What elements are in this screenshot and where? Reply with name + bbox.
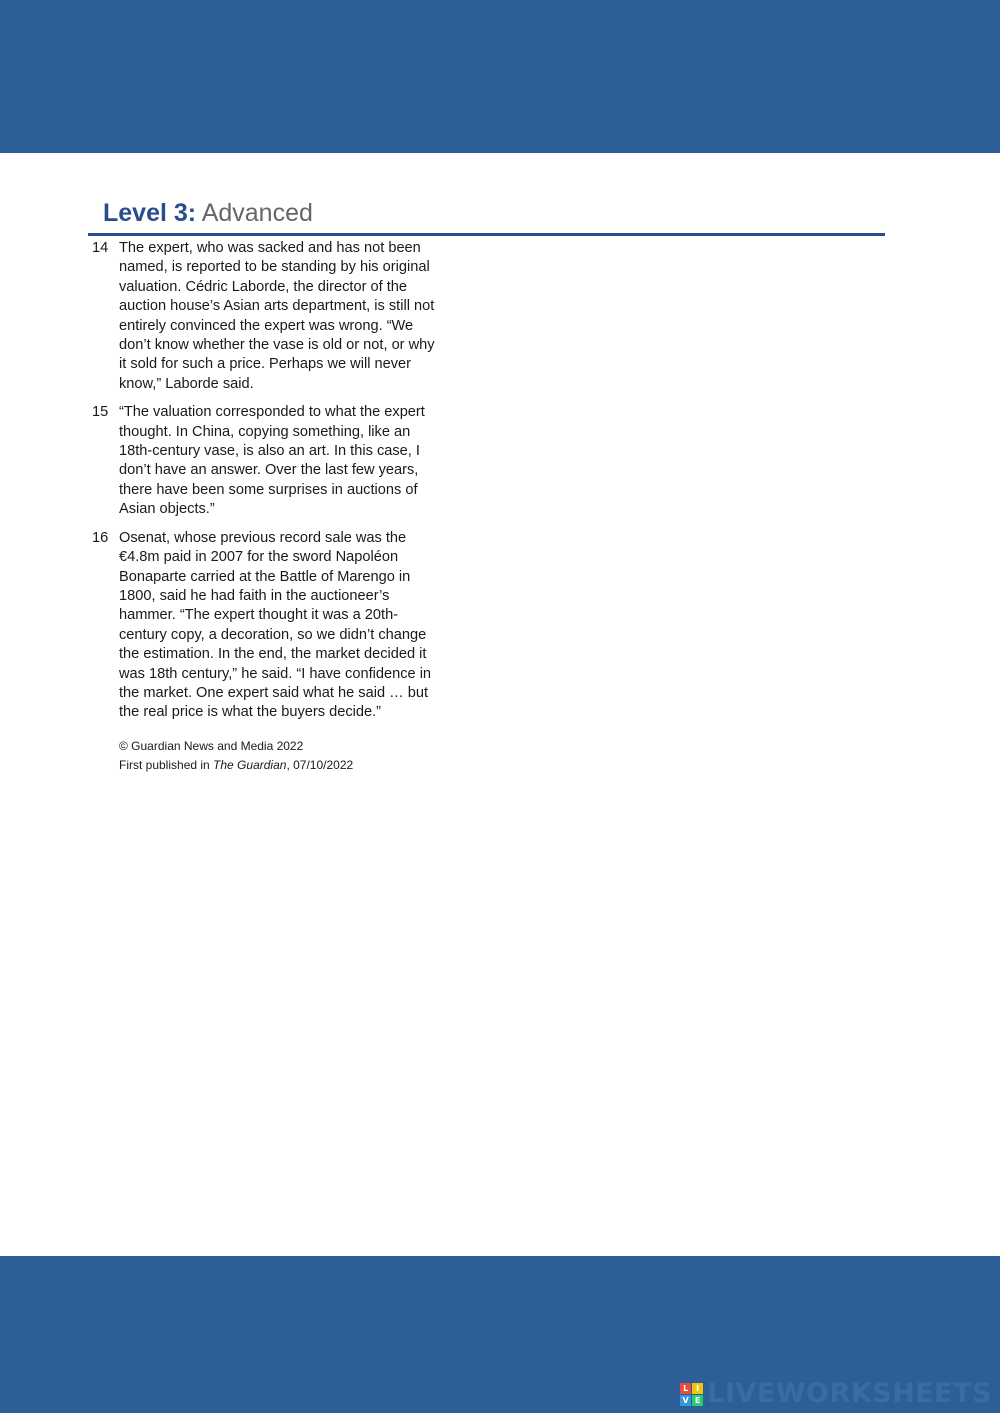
logo-tile: V <box>680 1395 691 1406</box>
publication-name: The Guardian <box>213 758 287 773</box>
paragraph-text: “The valuation corresponded to what the expert thought. In China, copying something, like an 18th-century vase, is also an art. In this case, I don’t have an answer. Over the last few years, there have been some surprises in auctions of Asian objects.” <box>119 404 425 518</box>
liveworksheets-logo <box>680 1378 992 1410</box>
article-credits <box>119 737 437 776</box>
paragraph-text: Osenat, whose previous record sale was the €4.8m paid in 2007 for the sword Napoléon Bonaparte carried at the Battle of Marengo in 1800, said he had faith in the auctioneer’s hammer. “The expert thought it was a 20th-century copy, a decoration, so we didn’t change the estimation. In the end, the market decided it was 18th century,” he said. “I have confidence in the market. One expert said what he said … but the real price is what the buyers decide.” <box>119 529 432 721</box>
paragraph-number: 16 <box>92 529 109 546</box>
paragraph-number: 14 <box>92 240 109 256</box>
logo-tile: L <box>680 1383 691 1394</box>
heading-rule <box>88 233 885 236</box>
paragraph <box>92 239 437 394</box>
published-date: , 07/10/2022 <box>286 758 354 773</box>
page-heading <box>103 196 313 230</box>
level-name: Advanced <box>201 199 313 227</box>
paragraph-text: The expert, who was sacked and has not been named, is reported to be standing by his original valuation. Cédric Laborde, the director of the auction house’s Asian arts department, is still not entirely convinced the expert was wrong. “We don’t know whether the vase is old or not, or why it sold for such a price. Perhaps we will never know,” Laborde said. <box>119 240 435 392</box>
logo-tile: E <box>692 1395 703 1406</box>
logo-tiles-icon <box>680 1383 703 1406</box>
header-band <box>0 0 1000 153</box>
logo-text: LIVEWORKSHEETS <box>707 1378 992 1409</box>
paragraph <box>92 529 437 723</box>
paragraph <box>92 403 437 519</box>
published-prefix: First published in <box>119 758 214 773</box>
logo-tile: I <box>692 1383 703 1394</box>
copyright-line: © Guardian News and Media 2022 <box>119 738 304 753</box>
article-column <box>92 239 437 776</box>
paragraph-number: 15 <box>92 404 109 421</box>
level-label: Level 3: <box>103 199 197 227</box>
publication-line <box>119 756 437 776</box>
